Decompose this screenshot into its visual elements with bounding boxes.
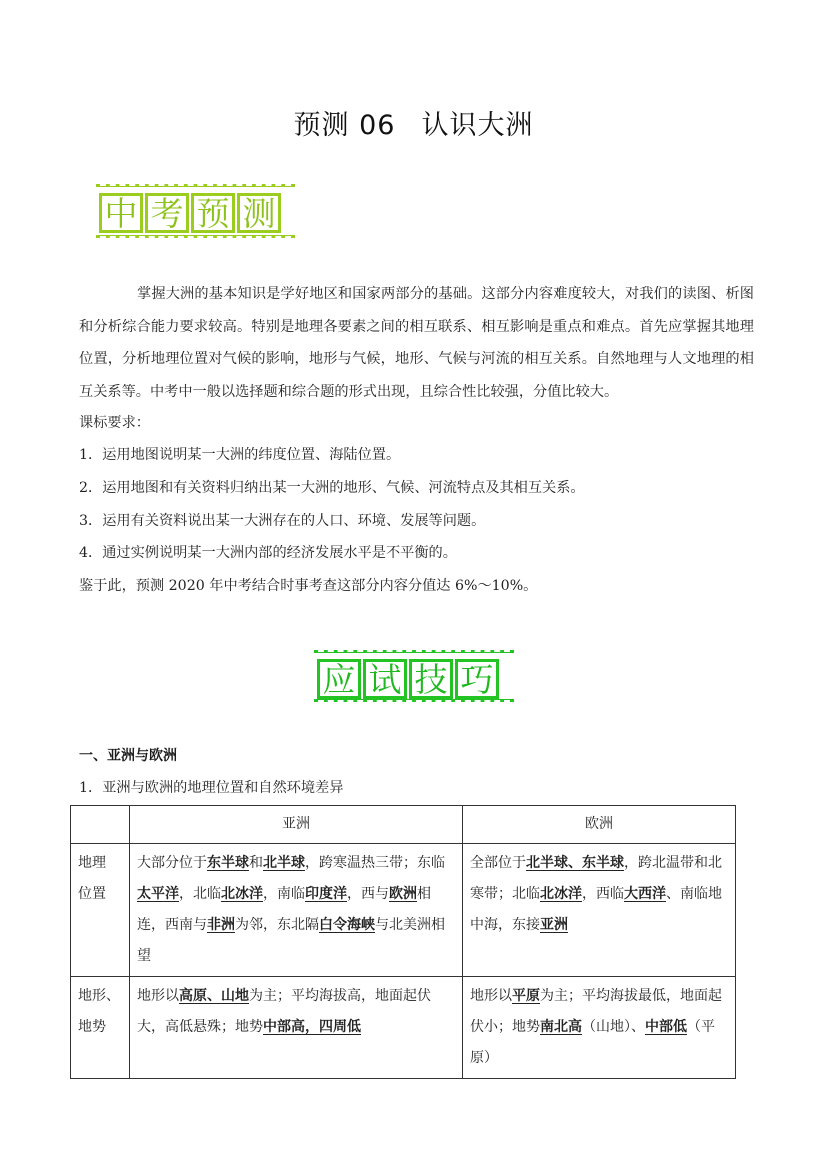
page-title: [0, 103, 827, 142]
badge-char: 应: [317, 659, 361, 699]
cell-europe: 全部位于北半球、东半球，跨北温带和北寒带；北临北冰洋，西临大西洋、南临地中海，东接亚洲: [463, 844, 736, 977]
intro-text: 掌握大洲的基本知识是学好地区和国家两部分的基础。这部分内容难度较大，对我们的读图、析图和分析综合能力要求较高。特别是地理各要素之间的相互联系、相互影响是重点和难点。首先应掌握其地理位置，分析地理位置对气候的影响，地形与气候，地形、气候与河流的相互关系。自然地理与人文地理的相互关系等。中考中一般以选择题和综合题的形式出现，且综合性比较强，分值比较大。: [79, 286, 754, 400]
row-label-line: 地势: [78, 1019, 106, 1035]
title-main: 认识大洲: [421, 110, 534, 141]
title-prefix: 预测 06: [293, 110, 396, 141]
requirement-item: 4．通过实例说明某一大洲内部的经济发展水平是不平衡的。: [79, 545, 457, 561]
header-cell-europe: 欧洲: [463, 806, 736, 844]
key-term: 北半球、东半球: [526, 855, 624, 871]
cell-asia: 大部分位于东半球和北半球，跨寒温热三带；东临太平洋，北临北冰洋，南临印度洋，西与欧洲相连，西南与非洲为邻，东北隔白令海峡与北美洲相望: [130, 844, 463, 977]
key-term: 平原: [512, 988, 540, 1004]
header-cell-asia: 亚洲: [130, 806, 463, 844]
intro-paragraph: [79, 278, 754, 408]
key-term: 太平洋: [137, 886, 179, 902]
section-heading: 一、亚洲与欧洲: [79, 748, 177, 764]
badge-char: 预: [191, 193, 235, 233]
key-term: 非洲: [207, 917, 235, 933]
cell-europe: 地形以平原为主；平均海拔最低，地面起伏小；地势南北高（山地）、中部低（平原）: [463, 977, 736, 1079]
comparison-table: [70, 805, 736, 1079]
header-cell: [71, 806, 130, 844]
key-term: 北半球: [263, 855, 305, 871]
key-term: 东半球: [207, 855, 249, 871]
key-term: 中部低: [645, 1019, 687, 1035]
key-term: 印度洋: [305, 886, 347, 902]
tips-badge: [314, 650, 514, 702]
key-term: 高原、山地: [179, 988, 249, 1004]
table-header-row: [71, 806, 736, 844]
key-term: 大西洋: [624, 886, 666, 902]
conclusion-text: 鉴于此，预测 2020 年中考结合时事考查这部分内容分值达 6%～10%。: [79, 578, 538, 594]
key-term: 欧洲: [389, 886, 417, 902]
badge-char: 测: [237, 193, 281, 233]
cell-asia: 地形以高原、山地为主；平均海拔高，地面起伏大，高低悬殊；地势中部高，四周低: [130, 977, 463, 1079]
requirement-item: 3．运用有关资料说出某一大洲存在的人口、环境、发展等问题。: [79, 513, 486, 529]
badge-char: 技: [409, 659, 453, 699]
key-term: 南北高: [540, 1019, 582, 1035]
forecast-badge: [96, 184, 295, 238]
badge-char: 中: [99, 193, 143, 233]
row-label-line: 地形、: [78, 988, 120, 1004]
row-label-line: 位置: [78, 886, 106, 902]
key-term: 白令海峡: [319, 917, 375, 933]
requirements-label: 课标要求：: [79, 415, 150, 431]
row-label: [71, 977, 130, 1079]
row-label: [71, 844, 130, 977]
key-term: 中部高，四周低: [263, 1019, 361, 1035]
table-row: [71, 977, 736, 1079]
row-label-line: 地理: [78, 855, 106, 871]
badge-char: 考: [145, 193, 189, 233]
badge-char: 巧: [455, 659, 499, 699]
key-term: 北冰洋: [221, 886, 263, 902]
section-subheading: 1．亚洲与欧洲的地理位置和自然环境差异: [79, 780, 344, 796]
badge-char: 试: [363, 659, 407, 699]
requirement-item: 2．运用地图和有关资料归纳出某一大洲的地形、气候、河流特点及其相互关系。: [79, 480, 585, 496]
requirement-item: 1．运用地图说明某一大洲的纬度位置、海陆位置。: [79, 447, 401, 463]
key-term: 北冰洋: [540, 886, 582, 902]
key-term: 亚洲: [540, 917, 568, 933]
table-row: [71, 844, 736, 977]
